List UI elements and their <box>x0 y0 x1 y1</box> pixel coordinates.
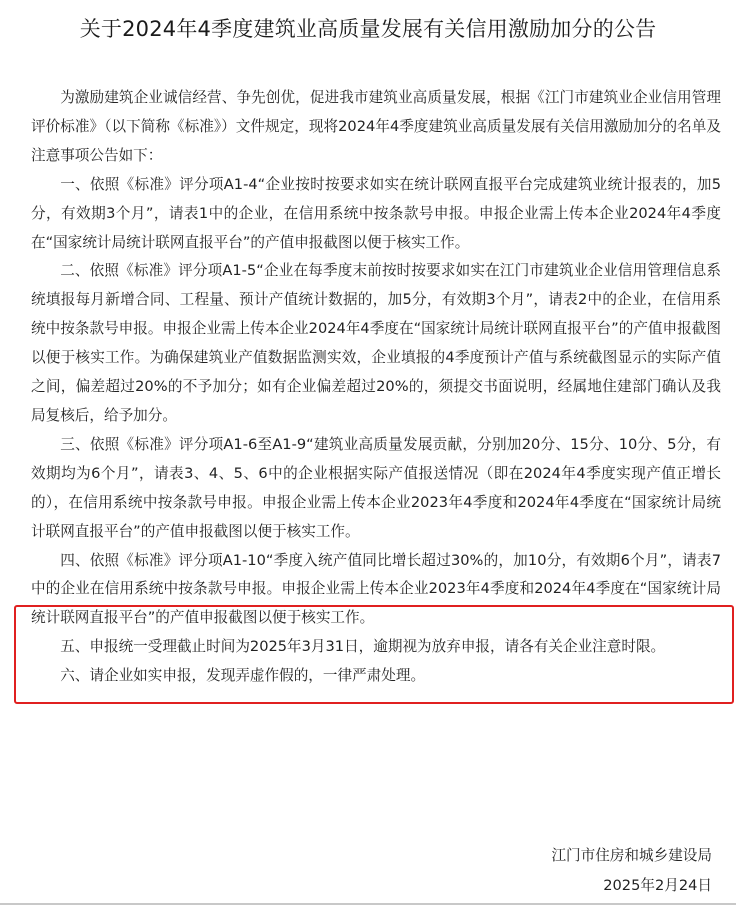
item-4-paragraph: 四、依照《标准》评分项A1-10“季度入统产值同比增长超过30%的，加10分，有效期6个月”，请表7中的企业在信用系统中按条款号申报。申报企业需上传本企业2023年4季度和2024年4季度在“国家统计局统计联网直报平台”的产值申报截图以便于核实工作。 <box>31 551 721 627</box>
intro-paragraph: 为激励建筑企业诚信经营、争先创优，促进我市建筑业高质量发展，根据《江门市建筑业企业信用管理评价标准》（以下简称《标准》）文件规定，现将2024年4季度建筑业高质量发展有关信用激励加分的名单及注意事项公告如下： <box>31 89 721 164</box>
item-6-paragraph: 六、请企业如实申报，发现弄虚作假的，一律严肃处理。 <box>60 667 426 685</box>
item-3-paragraph: 三、依照《标准》评分项A1-6至A1-9“建筑业高质量发展贡献，分别加20分、15分、10分、5分，有效期均为6个月”，请表3、4、5、6中的企业根据实际产值报送情况（即在2024年4季度实现产值正增长的），在信用系统中按条款号申报。申报企业需上传本企业2023年4季度和2024年4季度在“国家统计局统计联网直报平台”的产值申报截图以便于核实工作。 <box>31 435 721 540</box>
item-2-paragraph: 二、依照《标准》评分项A1-5“企业在每季度末前按时按要求如实在江门市建筑业企业信用管理信息系统填报每月新增合同、工程量、预计产值统计数据的，加5分，有效期3个月”，请表2中的企业，在信用系统中按条款号申报。申报企业需上传本企业2024年4季度在“国家统计局统计联网直报平台”的产值申报截图以便于核实工作。为确保建筑业产值数据监测实效，企业填报的4季度预计产值与系统截图显示的实际产值之间，偏差超过20%的不予加分；如有企业偏差超过20%的，须提交书面说明，经属地住建部门确认及我局复核后，给予加分。 <box>31 262 721 424</box>
announcement-title: 关于2024年4季度建筑业高质量发展有关信用激励加分的公告 <box>79 17 657 41</box>
item-1-paragraph: 一、依照《标准》评分项A1-4“企业按时按要求如实在统计联网直报平台完成建筑业统计报表的，加5分，有效期3个月”，请表1中的企业，在信用系统中按条款号申报。申报企业需上传本企业2024年4季度在“国家统计局统计联网直报平台”的产值申报截图以便于核实工作。 <box>31 175 721 251</box>
issue-date: 2025年2月24日 <box>603 877 712 894</box>
issuer-signature: 江门市住房和城乡建设局 <box>551 847 712 864</box>
item-5-paragraph: 五、申报统一受理截止时间为2025年3月31日，逾期视为放弃申报，请各有关企业注意时限。 <box>60 638 666 656</box>
announcement-body <box>31 84 721 691</box>
